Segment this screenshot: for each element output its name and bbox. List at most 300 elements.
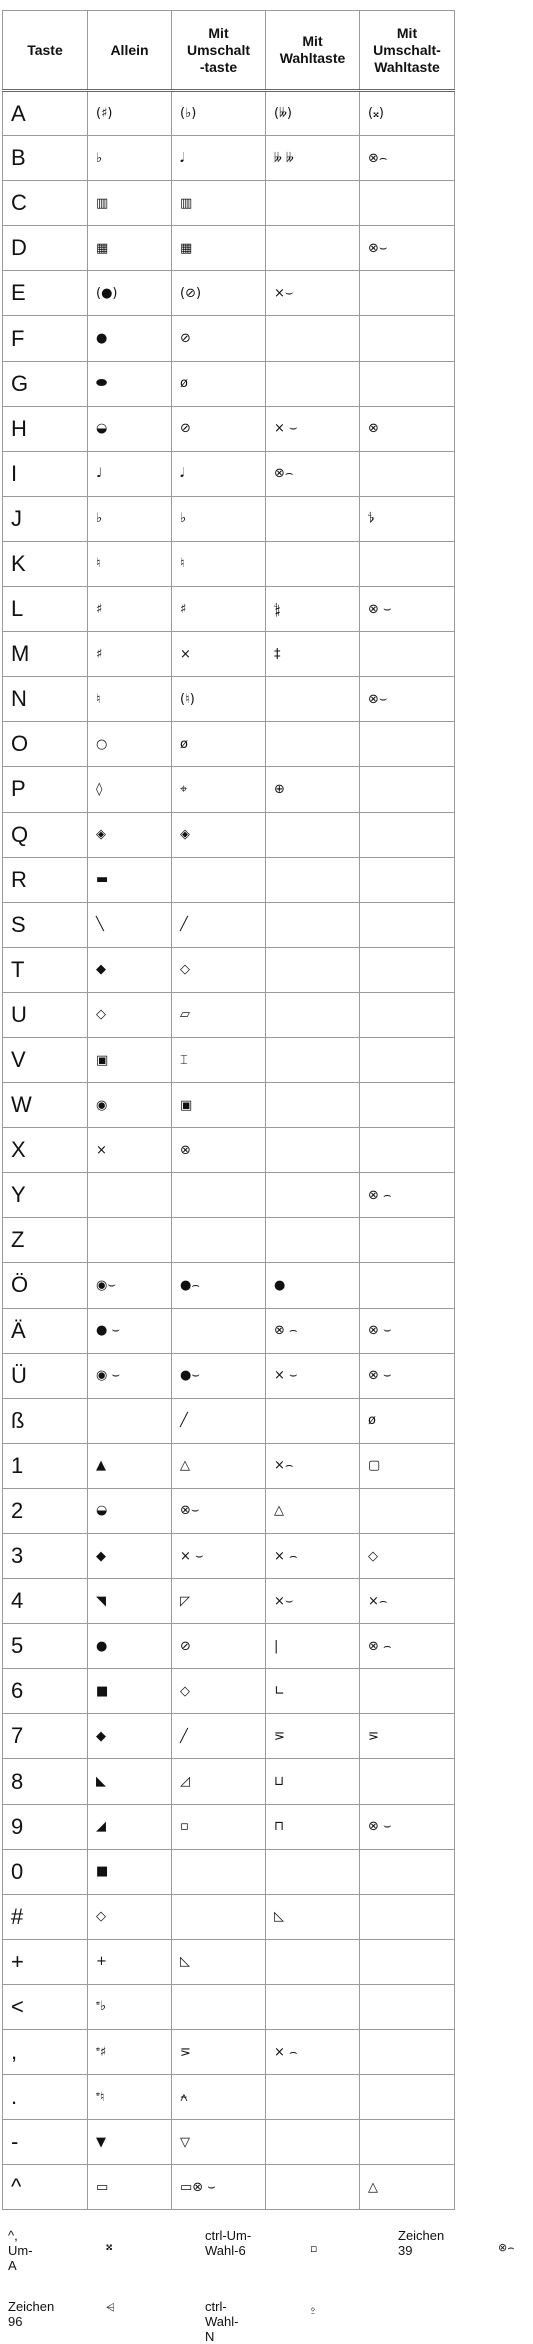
key-cell: M (3, 632, 88, 677)
symbol-wahl-cell (266, 1037, 360, 1082)
symbol-wahl-cell: △ (266, 1488, 360, 1533)
symbol-wahl-cell: ⋝ (266, 1714, 360, 1759)
table-row (3, 1714, 455, 1759)
symbol-umschalt-wahl-cell: ⊗ ⌢ (360, 1173, 455, 1218)
symbol-umschalt-cell: ⊗⌣ (172, 1488, 266, 1533)
symbol-umschalt-cell: × ⌣ (172, 1534, 266, 1579)
table-row (3, 271, 455, 316)
symbol-umschalt-wahl-cell: ⊗⌣ (360, 226, 455, 271)
symbol-umschalt-wahl-cell: ⋝ (360, 1714, 455, 1759)
symbol-umschalt-cell: 𝅘𝅥 (172, 136, 266, 181)
symbol-umschalt-wahl-cell (360, 902, 455, 947)
symbol-wahl-cell (266, 361, 360, 406)
symbol-umschalt-cell (172, 1173, 266, 1218)
symbol-umschalt-wahl-cell (360, 1849, 455, 1894)
symbol-umschalt-cell: ø (172, 361, 266, 406)
symbol-allein-cell: ♮ (88, 541, 172, 586)
symbol-wahl-cell (266, 722, 360, 767)
symbol-umschalt-cell: △ (172, 1443, 266, 1488)
key-cell: < (3, 1984, 88, 2029)
symbol-umschalt-wahl-cell (360, 1083, 455, 1128)
table-row (3, 91, 455, 136)
symbol-umschalt-cell: ●⌣ (172, 1353, 266, 1398)
key-cell: 7 (3, 1714, 88, 1759)
symbol-wahl-cell: ∟ (266, 1669, 360, 1714)
key-cell: E (3, 271, 88, 316)
symbol-umschalt-cell: ╱ (172, 1714, 266, 1759)
key-cell: Y (3, 1173, 88, 1218)
symbol-allein-cell (88, 1218, 172, 1263)
symbol-umschalt-wahl-cell (360, 1939, 455, 1984)
key-cell: 0 (3, 1849, 88, 1894)
symbol-allein-cell: ◉⌣ (88, 1263, 172, 1308)
footer-label: ctrl-Um- Wahl-6 (205, 2228, 252, 2258)
symbol-wahl-cell (266, 181, 360, 226)
symbol-umschalt-wahl-cell (360, 2120, 455, 2165)
symbol-allein-cell: ▲ (88, 1443, 172, 1488)
key-cell: # (3, 1894, 88, 1939)
symbol-wahl-cell: ×⌣ (266, 271, 360, 316)
small-mark-icon: ⍚ (310, 2302, 317, 2315)
symbol-allein-cell: ● (88, 316, 172, 361)
symbol-wahl-cell (266, 316, 360, 361)
symbol-umschalt-cell: (♮) (172, 677, 266, 722)
symbol-umschalt-wahl-cell (360, 812, 455, 857)
symbol-umschalt-cell (172, 1984, 266, 2029)
symbol-umschalt-cell: ⊘ (172, 1624, 266, 1669)
symbol-wahl-cell (266, 1173, 360, 1218)
table-row (3, 1083, 455, 1128)
table-row (3, 812, 455, 857)
symbol-umschalt-cell: (⊘) (172, 271, 266, 316)
symbol-umschalt-cell: ◈ (172, 812, 266, 857)
table-row (3, 1534, 455, 1579)
symbol-umschalt-cell: ◿ (172, 1759, 266, 1804)
symbol-wahl-cell (266, 1939, 360, 1984)
symbol-allein-cell: ◣ (88, 1759, 172, 1804)
symbol-wahl-cell: × ⌢ (266, 2030, 360, 2075)
table-row (3, 451, 455, 496)
key-cell: - (3, 2120, 88, 2165)
table-row (3, 1984, 455, 2029)
key-cell: L (3, 587, 88, 632)
key-cell: 3 (3, 1534, 88, 1579)
symbol-wahl-cell: ⊓ (266, 1804, 360, 1849)
symbol-wahl-cell (266, 677, 360, 722)
key-cell: 4 (3, 1579, 88, 1624)
table-row (3, 902, 455, 947)
key-cell: R (3, 857, 88, 902)
symbol-wahl-cell: 𝄫 𝄫 (266, 136, 360, 181)
symbol-umschalt-wahl-cell (360, 2030, 455, 2075)
symbol-wahl-cell (266, 947, 360, 992)
symbol-umschalt-wahl-cell: ×⌢ (360, 1579, 455, 1624)
symbol-umschalt-cell: (♭) (172, 91, 266, 136)
symbol-allein-cell: ⬬ (88, 361, 172, 406)
table-row (3, 2030, 455, 2075)
symbol-umschalt-cell (172, 857, 266, 902)
symbol-allein-cell: ◆ (88, 1534, 172, 1579)
table-row (3, 1624, 455, 1669)
symbol-wahl-cell (266, 902, 360, 947)
key-cell: V (3, 1037, 88, 1082)
table-row (3, 541, 455, 586)
symbol-allein-cell: ◈ (88, 812, 172, 857)
symbol-allein-cell: ◢ (88, 1804, 172, 1849)
table-row (3, 992, 455, 1037)
symbol-allein-cell: 𝆯♮ (88, 2075, 172, 2120)
symbol-allein-cell: ▥ (88, 181, 172, 226)
table-row (3, 1488, 455, 1533)
footer-label: ctrl-Wahl-N (205, 2299, 239, 2344)
symbol-allein-cell: ◊ (88, 767, 172, 812)
table-row (3, 722, 455, 767)
symbol-umschalt-cell: ø (172, 722, 266, 767)
symbol-umschalt-cell: ▣ (172, 1083, 266, 1128)
symbol-allein-cell: + (88, 1939, 172, 1984)
symbol-umschalt-cell (172, 1308, 266, 1353)
symbol-umschalt-cell: ⍲ (172, 2075, 266, 2120)
table-header-row (3, 11, 455, 91)
key-cell: J (3, 496, 88, 541)
symbol-umschalt-wahl-cell (360, 722, 455, 767)
key-cell: 6 (3, 1669, 88, 1714)
key-cell: . (3, 2075, 88, 2120)
symbol-umschalt-wahl-cell (360, 1669, 455, 1714)
symbol-umschalt-wahl-cell: 𝄳 (360, 496, 455, 541)
symbol-wahl-cell (266, 992, 360, 1037)
symbol-umschalt-wahl-cell (360, 361, 455, 406)
small-square-icon: ▫ (310, 2242, 318, 2255)
symbol-allein-cell: ▼ (88, 2120, 172, 2165)
table-row (3, 1849, 455, 1894)
symbol-allein-cell: ◥ (88, 1579, 172, 1624)
key-cell: 2 (3, 1488, 88, 1533)
key-cell: C (3, 181, 88, 226)
symbol-umschalt-wahl-cell (360, 632, 455, 677)
symbol-umschalt-wahl-cell (360, 767, 455, 812)
symbol-umschalt-cell: ◇ (172, 1669, 266, 1714)
key-cell: S (3, 902, 88, 947)
symbol-wahl-cell (266, 226, 360, 271)
symbol-allein-cell: ◒ (88, 406, 172, 451)
symbol-umschalt-wahl-cell (360, 1037, 455, 1082)
symbol-umschalt-wahl-cell (360, 857, 455, 902)
symbol-umschalt-wahl-cell (360, 2075, 455, 2120)
table-row (3, 1263, 455, 1308)
symbol-umschalt-wahl-cell (360, 1263, 455, 1308)
symbol-allein-cell: ♯ (88, 632, 172, 677)
symbol-umschalt-wahl-cell: ⊗⌣ (360, 677, 455, 722)
symbol-allein-cell: (♯) (88, 91, 172, 136)
key-cell: K (3, 541, 88, 586)
symbol-wahl-cell (266, 1984, 360, 2029)
table-row (3, 1128, 455, 1173)
symbol-wahl-cell (266, 1128, 360, 1173)
table-row (3, 1579, 455, 1624)
symbol-umschalt-wahl-cell: ⊗ ⌣ (360, 1804, 455, 1849)
key-cell: ß (3, 1398, 88, 1443)
table-row (3, 136, 455, 181)
symbol-umschalt-cell (172, 1849, 266, 1894)
key-cell: O (3, 722, 88, 767)
symbol-wahl-cell: | (266, 1624, 360, 1669)
table-row (3, 1939, 455, 1984)
symbol-umschalt-cell: ▱ (172, 992, 266, 1037)
symbol-wahl-cell (266, 1849, 360, 1894)
key-cell: Ä (3, 1308, 88, 1353)
symbol-umschalt-cell: 𝅘𝅥 (172, 451, 266, 496)
key-cell: Q (3, 812, 88, 857)
symbol-allein-cell: ◆ (88, 947, 172, 992)
table-row (3, 361, 455, 406)
key-cell: G (3, 361, 88, 406)
symbol-umschalt-cell: ♯ (172, 587, 266, 632)
symbol-wahl-cell: ⊕ (266, 767, 360, 812)
key-cell: T (3, 947, 88, 992)
symbol-umschalt-wahl-cell (360, 1894, 455, 1939)
symbol-umschalt-cell: ◇ (172, 947, 266, 992)
symbol-allein-cell: ▬ (88, 857, 172, 902)
symbol-umschalt-wahl-cell: ⊗ ⌣ (360, 1308, 455, 1353)
symbol-umschalt-wahl-cell (360, 1759, 455, 1804)
footer-label: ^, Um-A (8, 2228, 33, 2273)
symbol-umschalt-wahl-cell (360, 316, 455, 361)
table-row (3, 1173, 455, 1218)
symbol-umschalt-wahl-cell (360, 541, 455, 586)
symbol-umschalt-wahl-cell: (𝄪) (360, 91, 455, 136)
symbol-umschalt-cell (172, 1894, 266, 1939)
table-row (3, 2165, 455, 2210)
key-symbol-table (2, 10, 455, 2210)
table-row (3, 496, 455, 541)
table-row (3, 181, 455, 226)
symbol-umschalt-wahl-cell (360, 1218, 455, 1263)
table-row (3, 2120, 455, 2165)
table-row (3, 767, 455, 812)
table-row (3, 1398, 455, 1443)
symbol-wahl-cell (266, 1398, 360, 1443)
symbol-umschalt-cell: ⊘ (172, 316, 266, 361)
symbol-allein-cell: ● ⌣ (88, 1308, 172, 1353)
symbol-umschalt-wahl-cell: ⊗⌢ (360, 136, 455, 181)
footer-label: Zeichen 96 (8, 2299, 55, 2329)
footer-label: Zeichen 39 (398, 2228, 445, 2258)
symbol-allein-cell: ◇ (88, 1894, 172, 1939)
key-cell: 9 (3, 1804, 88, 1849)
symbol-wahl-cell: ⊔ (266, 1759, 360, 1804)
table-row (3, 406, 455, 451)
header-umschalt: Mit Umschalt -taste (172, 11, 266, 91)
double-sharp-icon: 𝄪 (106, 2238, 113, 2254)
symbol-umschalt-wahl-cell: ◇ (360, 1534, 455, 1579)
table-row (3, 226, 455, 271)
symbol-allein-cell: ▦ (88, 226, 172, 271)
table-row (3, 632, 455, 677)
symbol-wahl-cell: 𝄲 (266, 587, 360, 632)
symbol-umschalt-cell: ⊘ (172, 406, 266, 451)
key-cell: D (3, 226, 88, 271)
table-row (3, 316, 455, 361)
key-cell: H (3, 406, 88, 451)
symbol-umschalt-cell: ▭⊗ ⌣ (172, 2165, 266, 2210)
symbol-wahl-cell (266, 541, 360, 586)
symbol-wahl-cell (266, 2075, 360, 2120)
table-row (3, 1804, 455, 1849)
symbol-wahl-cell: (𝄫) (266, 91, 360, 136)
table-row (3, 2075, 455, 2120)
cross-circle-tie-icon: ⊗⌢ (498, 2241, 515, 2254)
symbol-wahl-cell (266, 496, 360, 541)
key-cell: A (3, 91, 88, 136)
table-row (3, 1037, 455, 1082)
table-row (3, 947, 455, 992)
table-row (3, 1443, 455, 1488)
symbol-allein-cell: ◒ (88, 1488, 172, 1533)
symbol-umschalt-cell: ╱ (172, 1398, 266, 1443)
table-row (3, 1669, 455, 1714)
key-cell: Ü (3, 1353, 88, 1398)
symbol-umschalt-wahl-cell: ⊗ ⌢ (360, 1624, 455, 1669)
key-cell: N (3, 677, 88, 722)
table-row (3, 1218, 455, 1263)
symbol-wahl-cell: ×⌢ (266, 1443, 360, 1488)
table-row (3, 1353, 455, 1398)
symbol-umschalt-wahl-cell (360, 451, 455, 496)
symbol-wahl-cell: ◺ (266, 1894, 360, 1939)
symbol-allein-cell: ◉ (88, 1083, 172, 1128)
symbol-umschalt-cell: ▥ (172, 181, 266, 226)
key-cell: W (3, 1083, 88, 1128)
symbol-umschalt-cell (172, 1218, 266, 1263)
symbol-allein-cell: 𝆯♭ (88, 1984, 172, 2029)
symbol-umschalt-wahl-cell (360, 947, 455, 992)
symbol-wahl-cell: ⊗⌢ (266, 451, 360, 496)
key-cell: F (3, 316, 88, 361)
key-cell: P (3, 767, 88, 812)
symbol-wahl-cell: × ⌣ (266, 1353, 360, 1398)
symbol-allein-cell: ♭ (88, 496, 172, 541)
symbol-umschalt-cell: ⌖ (172, 767, 266, 812)
symbol-umschalt-wahl-cell: ⊗ (360, 406, 455, 451)
table-row (3, 1894, 455, 1939)
symbol-umschalt-cell: × (172, 632, 266, 677)
key-cell: Ö (3, 1263, 88, 1308)
symbol-umschalt-wahl-cell: △ (360, 2165, 455, 2210)
symbol-umschalt-wahl-cell (360, 181, 455, 226)
symbol-wahl-cell (266, 2165, 360, 2210)
symbol-allein-cell: ◉ ⌣ (88, 1353, 172, 1398)
symbol-umschalt-wahl-cell (360, 1984, 455, 2029)
symbol-umschalt-wahl-cell: ø (360, 1398, 455, 1443)
symbol-allein-cell: ♩ (88, 451, 172, 496)
symbol-allein-cell: ▣ (88, 1037, 172, 1082)
symbol-umschalt-wahl-cell (360, 1488, 455, 1533)
key-cell: U (3, 992, 88, 1037)
symbol-wahl-cell: ‡ (266, 632, 360, 677)
key-cell: + (3, 1939, 88, 1984)
symbol-umschalt-wahl-cell (360, 992, 455, 1037)
key-cell: I (3, 451, 88, 496)
key-cell: , (3, 2030, 88, 2075)
symbol-umschalt-wahl-cell (360, 1128, 455, 1173)
symbol-umschalt-cell: ╱ (172, 902, 266, 947)
symbol-wahl-cell: ⊗ ⌢ (266, 1308, 360, 1353)
symbol-allein-cell: ♭ (88, 136, 172, 181)
key-cell: 8 (3, 1759, 88, 1804)
symbol-allein-cell: ▭ (88, 2165, 172, 2210)
symbol-allein-cell: (●) (88, 271, 172, 316)
header-allein: Allein (88, 11, 172, 91)
key-cell: ^ (3, 2165, 88, 2210)
symbol-allein-cell: ■ (88, 1849, 172, 1894)
symbol-allein-cell: ◇ (88, 992, 172, 1037)
symbol-wahl-cell (266, 1218, 360, 1263)
symbol-wahl-cell: ● (266, 1263, 360, 1308)
symbol-umschalt-wahl-cell: ⊗ ⌣ (360, 1353, 455, 1398)
table-row (3, 587, 455, 632)
table-row (3, 1759, 455, 1804)
symbol-umschalt-cell: ◺ (172, 1939, 266, 1984)
symbol-wahl-cell (266, 812, 360, 857)
symbol-allein-cell: ○ (88, 722, 172, 767)
symbol-wahl-cell: ×⌣ (266, 1579, 360, 1624)
symbol-allein-cell: ♯ (88, 587, 172, 632)
symbol-allein-cell (88, 1398, 172, 1443)
symbol-umschalt-cell: ●⌢ (172, 1263, 266, 1308)
symbol-allein-cell (88, 1173, 172, 1218)
symbol-umschalt-wahl-cell: ⊗ ⌣ (360, 587, 455, 632)
table-row (3, 1308, 455, 1353)
symbol-umschalt-wahl-cell (360, 271, 455, 316)
symbol-umschalt-cell: ▦ (172, 226, 266, 271)
key-cell: 1 (3, 1443, 88, 1488)
symbol-wahl-cell: × ⌣ (266, 406, 360, 451)
symbol-allein-cell: ■ (88, 1669, 172, 1714)
header-taste: Taste (3, 11, 88, 91)
key-cell: Z (3, 1218, 88, 1263)
small-mark-icon: ⩤ (106, 2301, 115, 2314)
symbol-umschalt-cell: ⊗ (172, 1128, 266, 1173)
symbol-wahl-cell (266, 2120, 360, 2165)
symbol-wahl-cell (266, 1083, 360, 1128)
symbol-umschalt-cell: ▽ (172, 2120, 266, 2165)
key-cell: B (3, 136, 88, 181)
symbol-allein-cell: ◆ (88, 1714, 172, 1759)
symbol-umschalt-cell: ⌶ (172, 1037, 266, 1082)
footer-notes (0, 2225, 533, 2344)
table-row (3, 677, 455, 722)
symbol-allein-cell: ♮ (88, 677, 172, 722)
symbol-allein-cell: ╲ (88, 902, 172, 947)
symbol-umschalt-cell: ⋝ (172, 2030, 266, 2075)
symbol-allein-cell: ● (88, 1624, 172, 1669)
symbol-umschalt-cell: ◸ (172, 1579, 266, 1624)
symbol-allein-cell: 𝆯♯ (88, 2030, 172, 2075)
symbol-wahl-cell (266, 857, 360, 902)
key-cell: 5 (3, 1624, 88, 1669)
symbol-umschalt-cell: ♭ (172, 496, 266, 541)
symbol-umschalt-cell: ♮ (172, 541, 266, 586)
symbol-umschalt-cell: ▫ (172, 1804, 266, 1849)
header-wahl: Mit Wahltaste (266, 11, 360, 91)
header-umschalt-wahl: Mit Umschalt- Wahltaste (360, 11, 455, 91)
table-row (3, 857, 455, 902)
key-cell: X (3, 1128, 88, 1173)
symbol-allein-cell: × (88, 1128, 172, 1173)
symbol-wahl-cell: × ⌢ (266, 1534, 360, 1579)
symbol-umschalt-wahl-cell: ▢ (360, 1443, 455, 1488)
